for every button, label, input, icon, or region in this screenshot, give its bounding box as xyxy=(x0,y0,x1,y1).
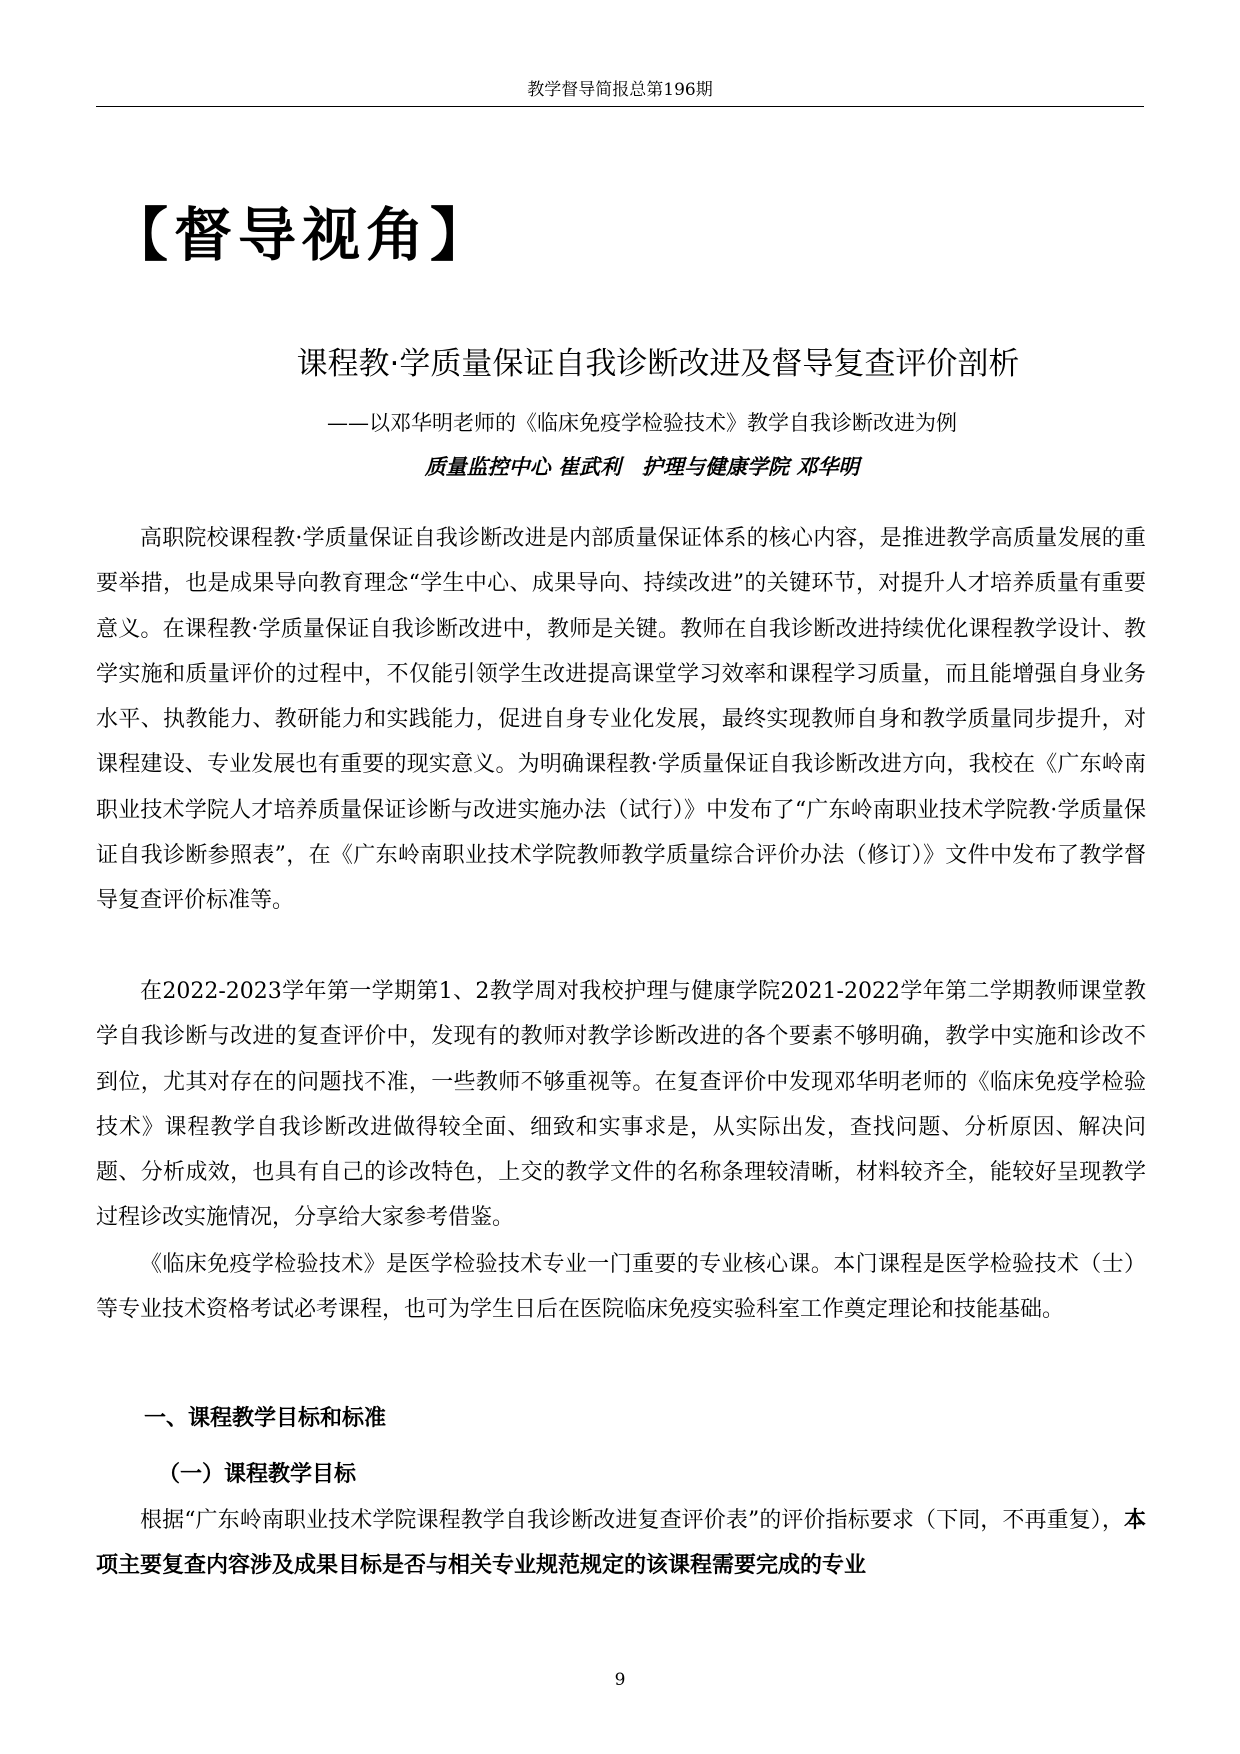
body-paragraph-4 xyxy=(96,1498,1146,1589)
paragraph-text: 高职院校课程教·学质量保证自我诊断改进是内部质量保证体系的核心内容，是推进教学高质量发展的重要举措，也是成果导向教育理念“学生中心、成果导向、持续改进”的关键环节，对提升人才培养质量有重要意义。在课程教·学质量保证自我诊断改进中，教师是关键。教师在自我诊断改进持续优化课程教学设计、教学实施和质量评价的过程中，不仅能引领学生改进提高课堂学习效率和课程学习质量，而且能增强自身业务水平、执教能力、教研能力和实践能力，促进自身专业化发展，最终实现教师自身和教学质量同步提升，对课程建设、专业发展也有重要的现实意义。为明确课程教·学质量保证自我诊断改进方向，我校在《广东岭南职业技术学院人才培养质量保证诊断与改进实施办法（试行）》中发布了“广东岭南职业技术学院教·学质量保证自我诊断参照表”，在《广东岭南职业技术学院教师教学质量综合评价办法（修订）》文件中发布了教学督导复查评价标准等。 xyxy=(96,526,1146,914)
body-paragraph-1 xyxy=(96,516,1146,924)
running-header: 教学督导简报总第196期 xyxy=(527,80,713,100)
paragraph-text: 《临床免疫学检验技术》是医学检验技术专业一门重要的专业核心课。本门课程是医学检验技术（士）等专业技术资格考试必考课程，也可为学生日后在医院临床免疫实验科室工作奠定理论和技能基础。 xyxy=(96,1252,1146,1323)
article-authors: 质量监控中心 崔武利 护理与健康学院 邓华明 xyxy=(424,454,860,479)
section-banner: 【督导视角】 xyxy=(110,201,495,269)
paragraph-text-normal: 根据“广东岭南职业技术学院课程教学自我诊断改进复查评价表”的评价指标要求（下同，不再重复）， xyxy=(140,1508,1124,1533)
article-subtitle: ——以邓华明老师的《临床免疫学检验技术》教学自我诊断改进为例 xyxy=(327,411,957,435)
paragraph-text xyxy=(96,1498,1146,1589)
page-number: 9 xyxy=(614,1670,626,1690)
article-title: 课程教·学质量保证自我诊断改进及督导复查评价剖析 xyxy=(296,346,1020,382)
body-paragraph-3 xyxy=(96,1242,1146,1333)
paragraph-text: 在2022-2023学年第一学期第1、2教学周对我校护理与健康学院2021-2022学年第二学期教师课堂教学自我诊断与改进的复查评价中，发现有的教师对教学诊断改进的各个要素不够明确，教学中实施和诊改不到位，尤其对存在的问题找不准，一些教师不够重视等。在复查评价中发现邓华明老师的《临床免疫学检验技术》课程教学自我诊断改进做得较全面、细致和实事求是，从实际出发，查找问题、分析原因、解决问题、分析成效，也具有自己的诊改特色，上交的教学文件的名称条理较清晰，材料较齐全，能较好呈现教学过程诊改实施情况，分享给大家参考借鉴。 xyxy=(96,979,1146,1231)
paragraph-text-bold: 本项主要复查内容涉及成果目标是否与相关专业规范规定的该课程需要完成的专业 xyxy=(96,1507,1146,1579)
body-paragraph-2 xyxy=(96,969,1146,1241)
section-heading: 一、课程教学目标和标准 xyxy=(144,1406,387,1431)
subsection-heading: （一）课程教学目标 xyxy=(158,1462,357,1487)
header-rule xyxy=(96,106,1144,107)
